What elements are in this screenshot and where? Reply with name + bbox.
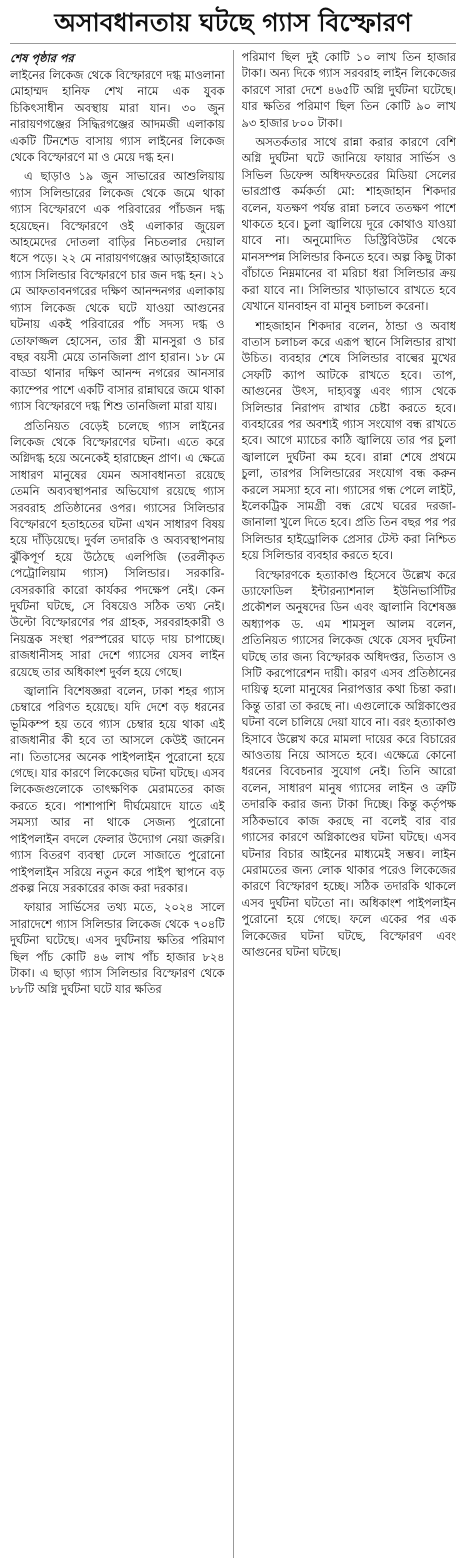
paragraph: এ ছাড়াও ১৯ জুন সাভারের আশুলিয়ায় গ্যাস সিলিন্ডারের লিকেজ থেকে জমে থাকা গ্যাস বিস্ফোরণে এক পরিবারের পাঁচজন দগ্ধ হয়েছেন। বিস্ফোরণে ওই এলাকার জুয়েল আহমেদের দোতলা বাড়ির নিচতলার দেয়াল ধসে পড়ে। ২২ মে নারায়ণগঞ্জের আড়াইহাজারে গ্যাস সিলিন্ডার বিস্ফোরণে চার জন দগ্ধ হন। ২১ মে আফতাবনগরের দক্ষিণ আনন্দনগর এলাকায় গ্যাস লিকেজ থেকে ঘটে যাওয়া আগুনের ঘটনায় একই পরিবারের পাঁচ সদস্য দগ্ধ ও তোফাজ্জল হোসেন, তার স্ত্রী মানসুরা ও চার বছর বয়সী মেয়ে তানজিলা প্রাণ হারান। ১৮ মে বাড্ডা থানার দক্ষিণ আনন্দ নগরের আনসার ক্যাম্পের পাশে একটি বাসার রান্নাঘরে জমে থাকা গ্যাস বিস্ফোরণে দগ্ধ শিশু তানজিলা মারা যায়। bbox=[10, 170, 225, 414]
paragraph: শাহজাহান শিকদার বলেন, ঠান্ডা ও অবাধ বাতাস চলাচল করে এরূপ স্থানে সিলিন্ডার রাখা উচিত। ব্যবহার শেষে সিলিন্ডার বাল্বের মুখের সেফটি ক্যাপ আটকে রাখতে হবে। তাপ, আগুনের উৎস, দাহ্যবস্তু এবং গ্যাস থেকে সিলিন্ডার নিরাপদ রাখার চেষ্টা করতে হবে। ব্যবহারের পর অবশ্যই গ্যাস সংযোগ বন্ধ রাখতে হবে। আগে ম্যাচের কাঠি জ্বালিয়ে তার পর চুলা জ্বালালে দুর্ঘটনা কম হবে। রান্না শেষে প্রথমে চুলা, তারপর সিলিন্ডারের সংযোগ বন্ধ করুন করলে সমস্যা হবে না। গ্যাসের গন্ধ পেলে লাইট, ইলেকট্রিক সামগ্রী বন্ধ রেখে ঘরের দরজা-জানালা খুলে দিতে হবে। প্রতি তিন বছর পর পর সিলিন্ডার হাইড্রোলিক প্রেসার টেস্ট করা নিশ্চিত হয়ে সিলিন্ডার ব্যবহার করতে হবে। bbox=[241, 319, 457, 563]
right-column bbox=[242, 50, 457, 1558]
headline: অসাবধানতায় ঘটছে গ্যাস বিস্ফোরণ bbox=[10, 4, 456, 44]
paragraph: ফায়ার সার্ভিসের তথ্য মতে, ২০২৪ সালে সারাদেশে গ্যাস সিলিন্ডার লিকেজ থেকে ৭০৪টি দুর্ঘটনা ঘটেছে। এসব দুর্ঘটনায় ক্ষতির পরিমাণ ছিল পাঁচ কোটি ৪৬ লাখ পাঁচ হাজার ৮২৪ টাকা। এ ছাড়া গ্যাস সিলিন্ডার বিস্ফোরণ থেকে ৮৮টি অগ্নি দুর্ঘটনা ঘটে যার ক্ষতির bbox=[10, 901, 225, 997]
column-divider bbox=[233, 50, 234, 1558]
continuation-byline: শেষ পৃষ্ঠার পর bbox=[10, 52, 74, 65]
paragraph: পরিমাণ ছিল দুই কোটি ১০ লাখ তিন হাজার টাকা। অন্য দিকে গ্যাস সরবরাহ লাইন লিকেজের কারণে সারা দেশে ৪৬৫টি অগ্নি দুর্ঘটনা ঘটেছে। যার ক্ষতির পরিমাণ ছিল তিন কোটি ৯০ লাখ ৯৩ হাজার ৮০০ টাকা। bbox=[241, 51, 457, 130]
article-columns bbox=[10, 50, 456, 1558]
paragraph: লাইনের লিকেজ থেকে বিস্ফোরণে দগ্ধ মাওলানা মোহাম্মদ হানিফ শেখ নামে এক যুবক চিকিৎসাধীন অবস্থায় মারা যান। ৩০ জুন নারায়ণগঞ্জের সিদ্ধিরগঞ্জের আদমজী এলাকায় একটি টিনশেড বাসায় গ্যাস লাইনের লিকেজ থেকে বিস্ফোরণে মা ও মেয়ে দগ্ধ হন। bbox=[10, 69, 225, 165]
paragraph: প্রতিনিয়ত বেড়েই চলেছে গ্যাস লাইনের লিকেজ থেকে বিস্ফোরণের ঘটনা। এতে করে অগ্নিদগ্ধ হয়ে অনেকেই হারাচ্ছেন প্রাণ। এ ক্ষেত্রে সাধারণ মানুষের যেমন অসাবধানতা রয়েছে তেমনি অব্যবস্থাপনার অভিযোগ রয়েছে গ্যাস সরবরাহ প্রতিষ্ঠানের ওপর। গ্যাসের সিলিন্ডার বিস্ফোরণে হতাহতের ঘটনা এখন সাধারণ বিষয় হয়ে দাঁড়িয়েছে। দুর্বল তদারকি ও অব্যবস্থাপনায় ঝুঁকিপূর্ণ হয়ে উঠেছে এলপিজি (তরলীকৃত পেট্রোলিয়াম গ্যাস) সিলিন্ডার। সরকারি-বেসরকারি কারো কার্যকর পদক্ষেপ নেই। কেন দুর্ঘটনা ঘটছে, সে বিষয়েও সঠিক তথ্য নেই। উল্টো বিস্ফোরণের পর গ্রাহক, সরবরাহকারী ও নিয়ন্ত্রক সংস্থা পরস্পরের ঘাড়ে দায় চাপাচ্ছে। রাজধানীসহ সারা দেশে গ্যাসের যেসব লাইন রয়েছে তার অধিকাংশ দুর্বল হয়ে গেছে। bbox=[10, 419, 225, 679]
paragraph: অসতর্কতার সাথে রান্না করার কারণে বেশি অগ্নি দুর্ঘটনা ঘটে জানিয়ে ফায়ার সার্ভিস ও সিভিল ডিফেন্স অধিদফতরের মিডিয়া সেলের ভারপ্রাপ্ত কর্মকর্তা মো: শাহজাহান শিকদার বলেন, যতক্ষণ পর্যন্ত রান্না চলবে ততক্ষণ পাশে থাকতে হবে। চুলা জ্বালিয়ে দূরে কোথাও যাওয়া যাবে না। অনুমোদিত ডিস্ট্রিবিউটর থেকে মানসম্পন্ন সিলিন্ডার কিনতে হবে। অল্প কিছু টাকা বাঁচাতে নিম্নমানের বা মরিচা ধরা সিলিন্ডার ক্রয় করা যাবে না। সিলিন্ডার খাড়াভাবে রাখতে হবে যেখানে যানবাহন বা মানুষ চলাচল করেনা। bbox=[241, 136, 457, 314]
paragraph: বিস্ফোরণকে হত্যাকাণ্ড হিসেবে উল্লেখ করে ড্যাফোডিল ইন্টারন্যাশনাল ইউনিভার্সিটির প্রকৌশল অনুষদের ডিন এবং জ্বালানি বিশেষজ্ঞ অধ্যাপক ড. এম শামসুল আলম বলেন, প্রতিনিয়ত গ্যাসের লিকেজ থেকে যেসব দুর্ঘটনা ঘটছে তার জন্য বিস্ফোরক অধিদপ্তর, তিতাস ও সিটি করপোরেশন দায়ী। কারণ এসব প্রতিষ্ঠানের দায়িত্ব হলো মানুষের নিরাপত্তার কথা চিন্তা করা। কিন্তু তারা তা করছে না। এগুলোকে অগ্নিকাণ্ডের ঘটনা বলে চালিয়ে দেয়া যাবে না। বরং হত্যাকাণ্ড হিসাবে উল্লেখ করে মামলা দায়ের করে বিচারের আওতায় নিয়ে আসতে হবে। এক্ষেত্রে কোনো ধরনের বিবেচনার সুযোগ নেই। তিনি আরো বলেন, সাধারণ মানুষ গ্যাসের লাইন ও ত্রুটি তদারকি করার জন্য টাকা দিচ্ছে। কিন্তু কর্তৃপক্ষ সঠিকভাবে কাজ করছে না বলেই বার বার গ্যাসের কারণে অগ্নিকাণ্ডের ঘটনা ঘটছে। এসব ঘটনার বিচার আইনের মাধ্যমেই সম্ভব। লাইন মেরামতের জন্য লোক থাকার পরেও লিকেজের কারণে বিস্ফোরণ হচ্ছে। সঠিক তদারকি থাকলে এসব দুর্ঘটনা ঘটতো না। অধিকাংশ পাইপলাইন পুরোনো হয়ে গেছে। ফলে একের পর এক লিকেজের ঘটনা ঘটছে, বিস্ফোরণ এবং আগুনের ঘটনা ঘটছে। bbox=[241, 568, 457, 959]
paragraph: জ্বালানি বিশেষজ্ঞরা বলেন, ঢাকা শহর গ্যাস চেম্বারে পরিণত হয়েছে। যদি দেশে বড় ধরনের ভূমিকম্প হয় তবে গ্যাস চেম্বার হয়ে থাকা এই রাজধানীর কী হবে তা আসলে কেউই জানেন না। তিতাসের অনেক পাইপলাইন পুরোনো হয়ে গেছে। যার কারণে লিকেজের ঘটনা ঘটছে। এসব লিকেজগুলোকে তাৎক্ষণিক মেরামতের কাজ করতে হবে। পাশাপাশি দীর্ঘমেয়াদে যাতে এই সমস্যা আর না থাকে সেজন্য পুরোনো পাইপলাইন বদলে ফেলার উদ্যোগ নেয়া জরুরি। গ্যাস বিতরণ ব্যবস্থা ঢেলে সাজাতে পুরোনো পাইপলাইন সরিয়ে নতুন করে পাইপ স্থাপনে বড় প্রকল্প নিয়ে সরকারের কাজ করা দরকার। bbox=[10, 685, 225, 895]
left-column bbox=[10, 50, 225, 1558]
